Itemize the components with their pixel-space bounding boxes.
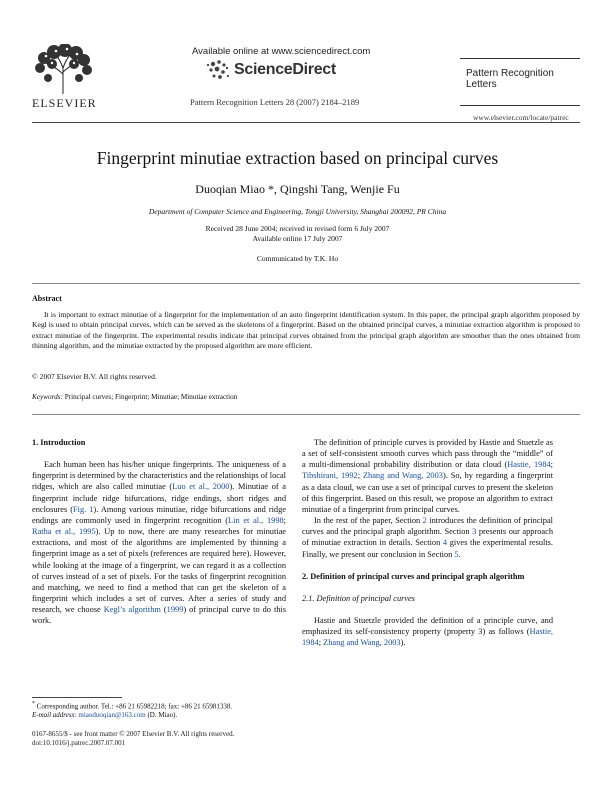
footnote-marker: * (32, 701, 35, 707)
citation-link[interactable]: Hastie, 1984 (302, 627, 553, 648)
outline-paragraph (302, 515, 553, 560)
doi-line: doi:10.1016/j.patrec.2007.07.001 (32, 739, 126, 748)
publisher-name: ELSEVIER (32, 96, 97, 110)
journal-name-rule-top (460, 58, 580, 59)
citation-link[interactable]: 1999 (166, 605, 184, 615)
email-suffix: (D. Miao). (145, 711, 178, 720)
definition-intro-paragraph (302, 615, 553, 648)
abstract-text: It is important to extract minutiae of a fingerprint for the implementation of an auto fingerprint identification system. In this paper, the principal graph algorithm proposed by Kegl is used to obtain principal curves, which can be served as the skeletons of a fingerprint. Based on the obtained principal curves, a minutiae extraction algorithm is proposed to extract minutiae of the fingerprint. The experimental results indicate that principal curves obtained from the principal graph algorithm are smoother than the ones obtained from thinning algorithm, and the minutiae extracted by the proposed algorithm are more efficient. (32, 310, 580, 351)
section-link[interactable]: 4 (442, 538, 448, 548)
spacer (302, 560, 553, 571)
corresponding-author-note (32, 700, 292, 711)
citation-link[interactable]: Zhang and Wang, 2003 (362, 471, 443, 481)
journal-citation: Pattern Recognition Letters 28 (2007) 2184–2189 (190, 97, 360, 107)
body-right-column (302, 437, 553, 649)
text-run: presents our approach of minutiae extraction in details. Section (302, 527, 553, 548)
footnote (32, 700, 292, 720)
text-run: ). Up to now, there are many researches for minutiae extractions, and most of the algorithms are implemented by thinning a fingerprint image as a set of pixels (references are required here). However, while looking at the image of a fingerprint, we can regard it as a collection of curves instead of a set of pixels. For the tasks of fingerprint recognition and matching, we need to find a method that can get the skeleton of a fingerprint which includes a set of curves. After a series of study and research, we choose (32, 527, 286, 615)
citation-link[interactable]: Hastie, 1984 (507, 460, 551, 470)
citation-link[interactable]: Kegl’s algorithm (103, 605, 161, 615)
abstract-heading: Abstract (32, 294, 62, 303)
text-run: ). Minutiae of a fingerprint include ridge bifurcations, ridge endings, short ridges and enclosures ( (32, 482, 286, 514)
text-run: . (458, 549, 461, 559)
spacer (32, 448, 286, 459)
text-run: ). Among various minutiae, ridge bifurcations and ridge endings are commonly used in fingerprint recognition ( (32, 504, 286, 525)
availability-text: Available online at www.sciencedirect.com (192, 46, 371, 57)
sciencedirect-brand: ScienceDirect (234, 61, 336, 78)
text-run: ; (318, 638, 324, 648)
abstract-divider-bottom (32, 414, 580, 415)
section-link[interactable]: 2 (422, 516, 427, 526)
text-run: introduces the definition of principal curves and the principal graph algorithm. Section (302, 516, 553, 537)
communicated-by: Communicated by T.K. Ho (256, 254, 339, 263)
text-run: Each human been has his/her unique fingerprints. The uniqueness of a fingerprint is determined by the characteristics and the relationships of local ridges, which are also called minutiae ( (32, 460, 286, 492)
text-run: ; (283, 515, 286, 525)
available-date: Available online 17 July 2007 (252, 234, 343, 243)
text-run: In the rest of the paper, Section (314, 516, 423, 526)
spacer (302, 582, 553, 593)
corresponding-text: Corresponding author. Tel.: +86 21 65982218; fax: +86 21 65981338. (36, 702, 233, 711)
affiliation: Department of Computer Science and Engineering, Tongji University, Shanghai 200092, PR China (148, 207, 447, 216)
abstract-divider-top (32, 283, 580, 284)
text-run: Hastie and Stuetzle provided the definition of a principle curve, and emphasized its self-consistency property (property 3) as follows ( (302, 616, 553, 637)
section-link[interactable]: 3 (472, 527, 477, 537)
elsevier-tree-icon (32, 44, 94, 94)
article-title: Fingerprint minutiae extraction based on principal curves (96, 148, 499, 168)
journal-name: Pattern Recognition Letters (466, 68, 554, 90)
email-note (32, 711, 292, 720)
received-date: Received 28 June 2004; received in revised form 6 July 2007 (205, 224, 390, 233)
text-run: ). (400, 638, 406, 648)
email-link[interactable]: miaoduoqian@163.com (78, 711, 146, 720)
citation-link[interactable]: Ratha et al., 1995 (32, 527, 96, 537)
article-dates (0, 224, 595, 244)
citation-link[interactable]: Zhang and Wang, 2003 (323, 638, 401, 648)
issn-line: 0167-8655/$ - see front matter © 2007 Elsevier B.V. All rights reserved. (32, 730, 235, 738)
section-2-1-heading: 2.1. Definition of principal curves (302, 593, 415, 603)
text-run: ) of principal curve to do this work. (32, 605, 286, 626)
footnote-rule (32, 697, 122, 698)
intro-paragraph (32, 459, 286, 626)
abstract-copyright: © 2007 Elsevier B.V. All rights reserved. (32, 372, 157, 381)
body-left-column (32, 437, 286, 627)
text-run: gives the experimental results. Finally, we present our conclusion in Section (302, 538, 554, 559)
spacer (302, 604, 553, 615)
citation-link[interactable]: Luo et al., 2000 (172, 482, 230, 492)
text-run: ; (357, 471, 363, 481)
email-label: E-mail address: (32, 711, 77, 720)
keywords-list: Principal curves; Fingerprint; Minutiae; Minutiae extraction (64, 393, 238, 401)
text-run: ). So, by regarding a fingerprint as a data cloud, we can use a set of principal curves to present the skeleton of this fingerprint. Based on this result, we propose an algorithm to extract minutiae of a fingerprint from principal curves. (302, 471, 554, 514)
figure-link[interactable]: Fig. 1 (73, 504, 94, 514)
journal-name-rule-bottom (460, 105, 580, 106)
text-run: ; (550, 460, 553, 470)
citation-link[interactable]: Tibshirani, 1992 (302, 471, 358, 481)
section-2-heading: 2. Definition of principal curves and principal graph algorithm (302, 571, 525, 581)
text-run: ( (160, 605, 167, 615)
text-run: The definition of principle curves is provided by Hastie and Stuetzle as a set of self-consistent smooth curves which pass through the “middle” of a multi-dimensional probability distribution or data cloud ( (302, 438, 553, 470)
section-1-heading: 1. Introduction (32, 438, 86, 447)
citation-link[interactable]: Lin et al., 1998 (228, 515, 284, 525)
page-footer (32, 730, 234, 749)
keywords-label: Keywords: (32, 393, 63, 401)
definition-paragraph (302, 437, 553, 515)
section-link[interactable]: 5 (454, 549, 459, 559)
header-divider (32, 122, 580, 123)
keywords (32, 393, 237, 401)
journal-url-link[interactable]: www.elsevier.com/locate/patrec (473, 113, 569, 122)
author-list: Duoqian Miao *, Qingshi Tang, Wenjie Fu (195, 182, 400, 196)
